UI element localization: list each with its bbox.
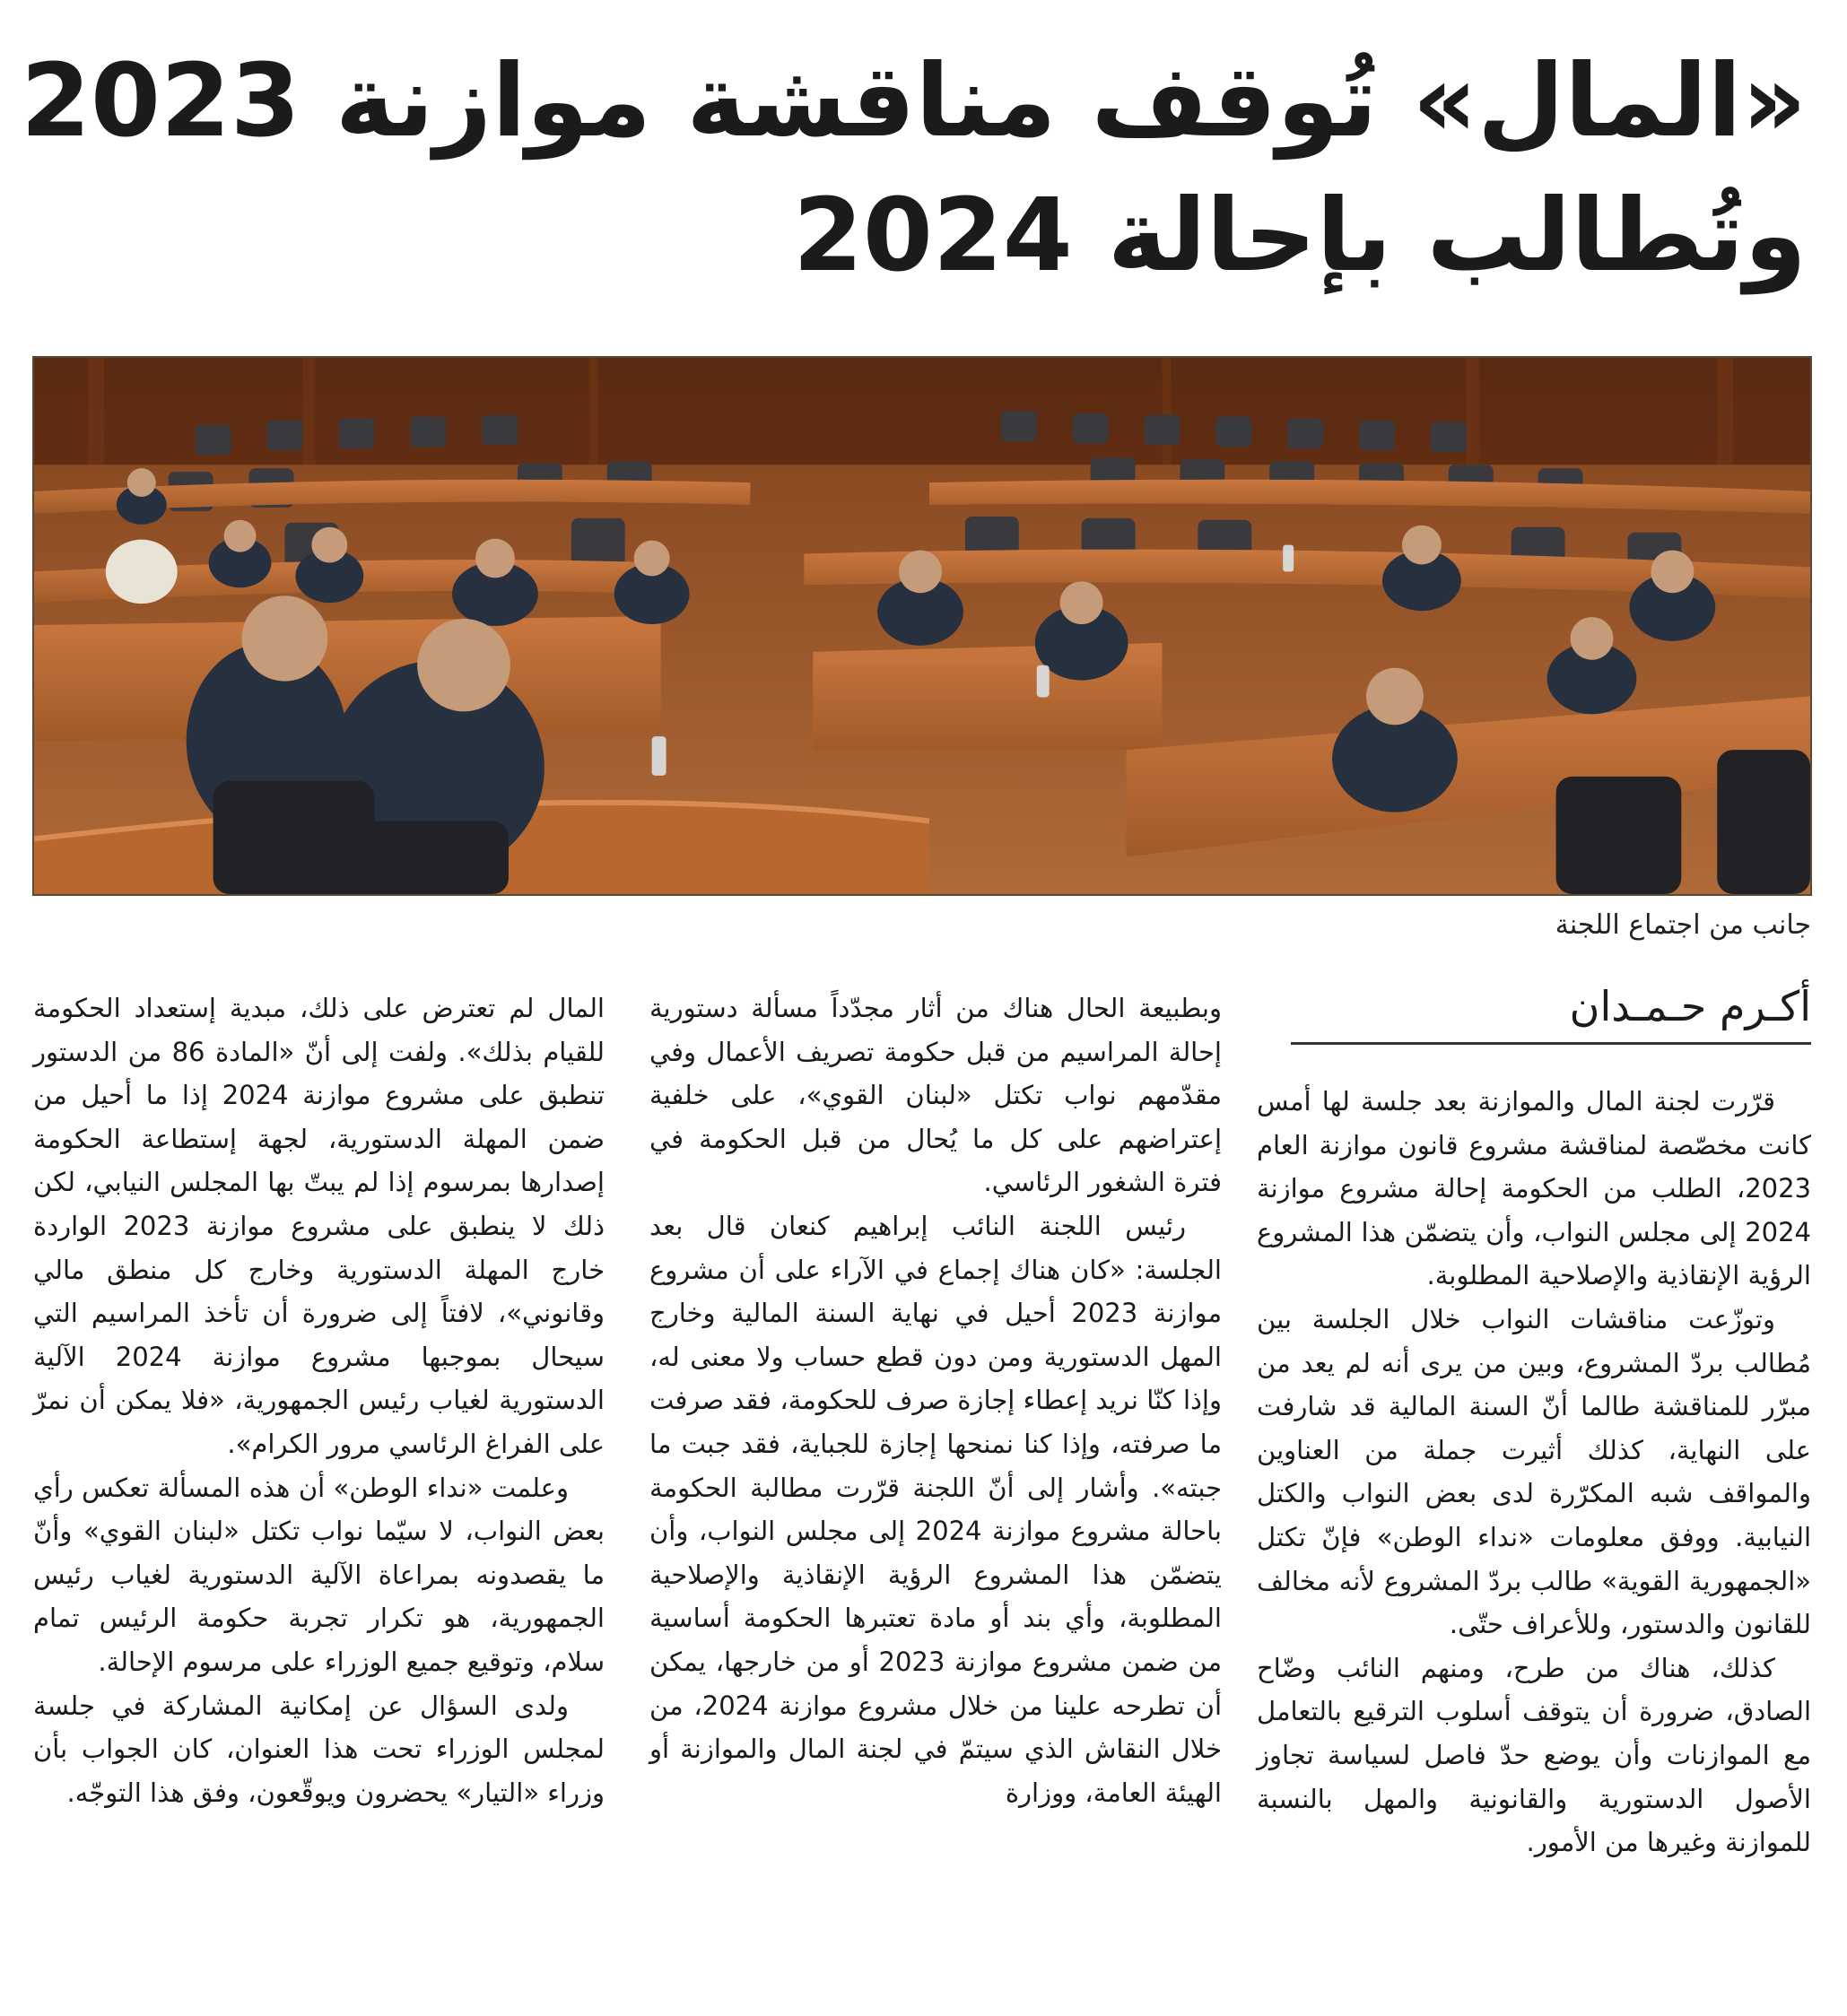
paragraph: كذلك، هناك من طرح، ومنهم النائب وضّاح الصادق، ضرورة أن يتوقف أسلوب الترقيع بالتعامل مع الموازنات وأن يوضع حدّ فاصل لسياسة تجاوز الأصول الدستورية والقانونية والمهل بالنسبة للموازنة وغيرها من الأمور.	[1257, 1652, 1811, 1858]
paragraph: ولدى السؤال عن إمكانية المشاركة في جلسة لمجلس الوزراء تحت هذا العنوان، كان الجواب بأن وزراء «التيار» يحضرون ويوقّعون، وفق هذا التوجّه.	[33, 1690, 605, 1808]
article-column-right	[1257, 1080, 1811, 1864]
author-byline: أكـرم حـمـدان	[1291, 978, 1811, 1045]
headline	[21, 34, 1807, 303]
paragraph: المال لم تعترض على ذلك، مبدية إستعداد الحكومة للقيام بذلك». ولفت إلى أنّ «المادة 86 من الدستور تنطبق على مشروع موازنة 2024 إذا ما أحيل من ضمن المهلة الدستورية، لجهة إستطاعة الحكومة إصدارها بمرسوم إذا لم يبتّ بها المجلس النيابي، لكن ذلك لا ينطبق على مشروع موازنة 2023 الواردة خارج المهلة الدستورية وخارج كل منطق مالي وقانوني»، لافتاً إلى ضرورة أن تأخذ المراسيم التي سيحال بموجبها مشروع موازنة 2024 الآلية الدستورية لغياب رئيس الجمهورية، «فلا يمكن أن نمرّ على الفراغ الرئاسي مرور الكرام».	[33, 993, 606, 1459]
committee-meeting-photo	[32, 356, 1812, 896]
headline-line-1: «المال» تُوقف مناقشة موازنة 2023	[21, 43, 1807, 160]
headline-line-2: وتُطالب بإحالة 2024	[792, 178, 1807, 294]
paragraph: وبطبيعة الحال هناك من أثار مجدّداً مسألة دستورية إحالة المراسيم من قبل حكومة تصريف الأعمال وفي مقدّمهم نواب تكتل «لبنان القوي»، على خلفية إعتراضهم على كل ما يُحال من قبل الحكومة في فترة الشغور الرئاسي.	[649, 993, 1222, 1198]
paragraph: وعلمت «نداء الوطن» أن هذه المسألة تعكس رأي بعض النواب، لا سيّما نواب تكتل «لبنان القوي» وأنّ ما يقصدونه بمراعاة الآلية الدستورية لغياب رئيس الجمهورية، هو تكرار تجربة حكومة الرئيس تمام سلام، وتوقيع جميع الوزراء على مرسوم الإحالة.	[33, 1472, 605, 1677]
paragraph: رئيس اللجنة النائب إبراهيم كنعان قال بعد الجلسة: «كان هناك إجماع في الآراء على أن مشروع موازنة 2023 أحيل في نهاية السنة المالية وخارج المهل الدستورية ومن دون قطع حساب ولا معنى له، وإذا كنّا نريد إعطاء إجازة صرف للحكومة، فقد صرفت ما صرفته، وإذا كنا نمنحها إجازة للجباية، فقد جبت ما جبته». وأشار إلى أنّ اللجنة قرّرت مطالبة الحكومة باحالة مشروع موازنة 2024 إلى مجلس النواب، وأن يتضمّن هذا المشروع الرؤية الإنقاذية والإصلاحية المطلوبة، وأي بند أو مادة تعتبرها الحكومة أساسية من ضمن مشروع موازنة 2023 أو من خارجها، يمكن أن تطرحه علينا من خلال مشروع موازنة 2024، من خلال النقاش الذي سيتمّ في لجنة المال والموازنة أو الهيئة العامة، ووزارة	[649, 1210, 1223, 1808]
photo-caption: جانب من اجتماع اللجنة	[1555, 909, 1811, 941]
article-column-left	[33, 986, 605, 1814]
article-column-middle	[649, 986, 1222, 1814]
paragraph: وتوزّعت مناقشات النواب خلال الجلسة بين مُطالب بردّ المشروع، وبين من يرى أنه لم يعد من مبرّر للمناقشة طالما أنّ السنة المالية قد شارفت على النهاية، كذلك أثيرت جملة من العناوين والمواقف شبه المكرّرة لدى بعض النواب والكتل النيابية. ووفق معلومات «نداء الوطن» فإنّ تكتل «الجمهورية القوية» طالب بردّ المشروع لأنه مخالف للقانون والدستور، وللأعراف حتّى.	[1257, 1303, 1811, 1640]
paragraph: قرّرت لجنة المال والموازنة بعد جلسة لها أمس كانت مخصّصة لمناقشة مشروع قانون موازنة العام 2023، الطلب من الحكومة إحالة مشروع موازنة 2024 إلى مجلس النواب، وأن يتضمّن هذا المشروع الرؤية الإنقاذية والإصلاحية المطلوبة.	[1257, 1086, 1811, 1291]
